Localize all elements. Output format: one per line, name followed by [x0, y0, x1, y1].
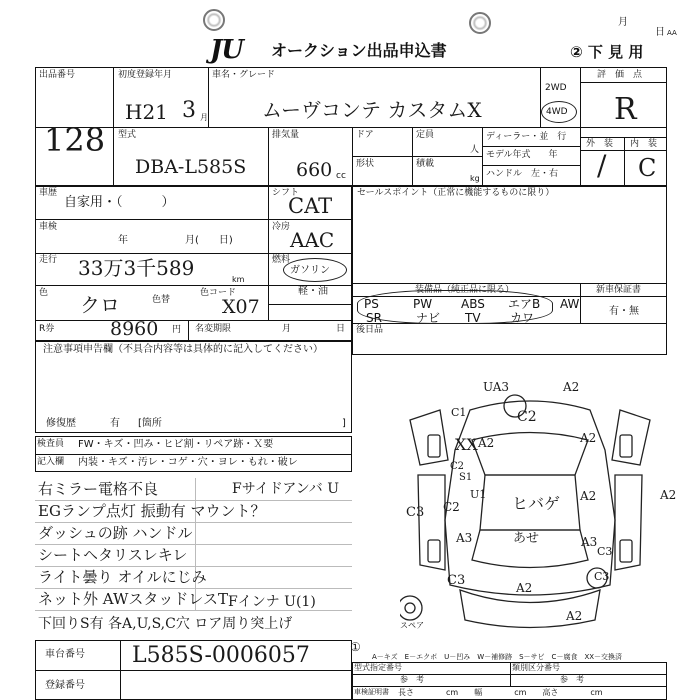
chassis-value: L585S-0006057: [132, 643, 310, 668]
remark-right-2: Fインナ U(1): [228, 594, 316, 610]
first-reg-month-value: 3: [182, 98, 196, 123]
fuel-circle-mark: [283, 258, 347, 282]
handle-label: ハンドル 左・右: [486, 169, 559, 179]
light-oil-label: 軽・油: [298, 286, 328, 297]
equipment-pw: PW: [413, 297, 433, 311]
sales-point-label: セールスポイント（正常に機能するものに限り）: [357, 188, 555, 198]
equipment-aw: AW: [560, 297, 580, 311]
diagram-mark-18: あせ: [513, 531, 540, 546]
diagram-mark-13: C3: [406, 505, 425, 520]
reg-no-label: 登録番号: [45, 680, 85, 691]
lot-number-value: 128: [44, 121, 106, 159]
remark-line-1: 右ミラー電格不良: [38, 480, 159, 498]
kg-unit: kg: [470, 174, 480, 183]
diagram-mark-20: C3: [447, 573, 466, 588]
name-expiry-day: 日: [336, 324, 346, 334]
fw-line: FW・キズ・凹み・ヒビ割・リペア跡・Ｘ要: [78, 439, 274, 450]
diagram-mark-10: U1: [470, 488, 487, 501]
diagram-mark-21: C3: [594, 570, 610, 583]
color-label: 色: [39, 288, 49, 298]
first-reg-month-unit: 月: [200, 113, 208, 122]
interior-line: 内装・キズ・汚レ・コゲ・穴・ヨレ・もれ・破レ: [78, 457, 298, 468]
model-year-label: モデル年式 年: [486, 150, 558, 160]
chassis-label: 車台番号: [45, 649, 85, 660]
back-seat-label: 後日品: [356, 325, 384, 335]
dims-label: 長さ cm 幅 cm 高さ cm: [398, 688, 603, 697]
diagram-mark-5: A2: [580, 431, 597, 445]
mileage-label: 走行: [39, 255, 58, 265]
equipment-leather: カワ: [510, 311, 535, 325]
diagram-mark-17: A3: [581, 535, 598, 549]
diagram-mark-4: C1: [451, 406, 467, 419]
repair-label: 修復歴: [46, 418, 76, 429]
remark-line-4: シートヘタリスレキレ: [38, 546, 188, 564]
diagram-mark-11: C2: [443, 500, 460, 514]
inspector-label: 検査員: [37, 439, 65, 449]
diagram-mark-14: ヒバゲ: [512, 494, 561, 513]
mileage-value: 33万3千589: [78, 256, 195, 280]
diagram-mark-7: A2: [478, 436, 495, 450]
new-warranty-label: 新車保証書: [596, 285, 642, 295]
equipment-navi: ナビ: [416, 311, 441, 325]
equipment-tv: TV: [465, 311, 481, 325]
fuel-value: ガソリン: [290, 265, 330, 276]
exterior-label: 外 装: [586, 139, 614, 149]
color-code-label: 色コード: [200, 288, 237, 298]
diagram-mark-2: A2: [563, 380, 580, 394]
equipment-sr: SR: [366, 311, 382, 325]
yen-unit: 円: [172, 325, 182, 335]
evaluation-label: 評 価 点: [597, 70, 643, 80]
2wd-label: 2WD: [545, 83, 567, 93]
interior-score: C: [638, 154, 657, 182]
first-reg-year-value: H21: [125, 100, 168, 124]
type-designation-label: 型式指定番号: [354, 663, 402, 672]
color-value: クロ: [80, 293, 120, 317]
cooler-value: AAC: [290, 228, 335, 252]
header-month-label: 月: [618, 17, 628, 28]
evaluation-grade: R: [614, 92, 637, 127]
equipment-airbag: エアB: [508, 297, 541, 311]
header-day-label: 日: [655, 27, 665, 38]
legend-circle-mark: ①: [350, 640, 361, 654]
remark-line-6: ネット外 AWスタッドレスT: [38, 590, 228, 608]
4wd-circle-mark: [541, 101, 577, 123]
equipment-abs: ABS: [461, 297, 485, 311]
form-title: オークション出品申込書: [271, 41, 447, 60]
km-unit: km: [232, 275, 245, 284]
spare-label: スペア: [400, 621, 424, 630]
dims-cert-label: 車検証明書: [354, 688, 389, 696]
cc-unit: cc: [336, 171, 346, 181]
binder-hole-left: [203, 9, 225, 31]
header-aa-label: AA: [667, 29, 677, 37]
first-reg-label: 初度登録年月: [118, 70, 173, 80]
diagram-mark-6: XX: [455, 435, 478, 454]
equipment-circle-mark: [357, 290, 553, 324]
diagram-mark-23: A2: [566, 609, 583, 623]
color-change-label: 色替: [152, 295, 171, 305]
diagram-mark-9: S1: [459, 472, 473, 483]
lot-number-label: 出品番号: [39, 70, 76, 80]
cooler-label: 冷房: [272, 222, 291, 232]
repair-close: ]: [342, 418, 346, 429]
equipment-ps: PS: [364, 297, 379, 311]
diagram-mark-16: A3: [456, 531, 473, 545]
copy-type-label: ② 下 見 用: [570, 43, 644, 61]
car-name-label: 車名・グレード: [212, 70, 276, 80]
remark-right-1: Fサイドアンバ U: [232, 481, 340, 497]
name-expiry-month: 月: [282, 324, 292, 334]
shift-value: CAT: [288, 194, 333, 218]
remark-line-3: ダッシュの跡 ハンドル: [38, 524, 193, 542]
new-warranty-value: 有・無: [609, 306, 639, 317]
sales-point-frame: [352, 186, 667, 355]
class-designation-label: 類別区分番号: [512, 663, 560, 672]
entry-label: 記入欄: [37, 457, 65, 467]
class-reference-label: 参 考: [560, 675, 584, 684]
diagram-mark-22: A2: [516, 581, 533, 595]
displacement-label: 排気量: [272, 130, 300, 140]
dealer-label: ディーラー・並 行: [486, 132, 567, 142]
inspection-label: 車検: [39, 222, 58, 232]
inspection-month-day: 月( 日): [185, 235, 233, 246]
repair-has: 有: [110, 418, 120, 429]
exterior-score: /: [597, 149, 607, 182]
model-label: 型式: [118, 130, 137, 140]
remark-line-2: EGランプ点灯 振動有 マウント？: [38, 502, 266, 520]
type-reference-label: 参 考: [400, 675, 424, 684]
person-unit: 人: [470, 145, 480, 155]
car-name-value: ムーヴコンテ カスタムX: [262, 98, 482, 122]
diagram-mark-15: A2: [660, 488, 677, 502]
r-coupon-value: 8960: [110, 318, 159, 340]
history-label: 車歴: [39, 188, 58, 198]
history-value: 自家用・（ ）: [64, 195, 175, 210]
repair-place: [箇所: [138, 418, 162, 429]
shift-label: シフト: [272, 188, 300, 198]
model-value: DBA-L585S: [135, 156, 247, 178]
door-label: ドア: [356, 130, 374, 140]
notes-label: 注意事項申告欄（不具合内容等は具体的に記入してください）: [43, 344, 323, 355]
remark-line-5: ライト曇り オイルにじみ: [38, 568, 207, 586]
4wd-label: 4WD: [546, 107, 568, 117]
shape-label: 形状: [356, 159, 375, 169]
interior-label: 内 装: [630, 139, 658, 149]
color-code-value: X07: [222, 296, 260, 318]
diagram-mark-3: C2: [517, 409, 537, 425]
ju-logo: JU: [210, 35, 243, 65]
equipment-label: 装備品（純正品に限る）: [415, 285, 515, 295]
diagram-mark-1: UA3: [483, 380, 510, 394]
diagram-mark-19: C3: [597, 545, 613, 558]
displacement-value: 660: [296, 159, 333, 181]
remark-line-7: 下回りS有 各A,U,S,C穴 ロア周り突上げ: [38, 616, 293, 632]
inspection-year: 年: [118, 235, 128, 246]
load-label: 積載: [416, 159, 435, 169]
damage-legend: A－キズ E－エクボ U－凹み W－補修跡 S－サビ C－腐食 XX－交換済: [372, 653, 623, 661]
binder-hole-right: [469, 12, 491, 34]
diagram-mark-12: A2: [580, 489, 597, 503]
r-coupon-label: R券: [39, 324, 55, 334]
name-expiry-label: 名変期限: [195, 324, 232, 334]
diagram-mark-8: C2: [450, 461, 465, 472]
capacity-label: 定員: [416, 130, 435, 140]
fuel-label: 燃料: [272, 255, 291, 265]
